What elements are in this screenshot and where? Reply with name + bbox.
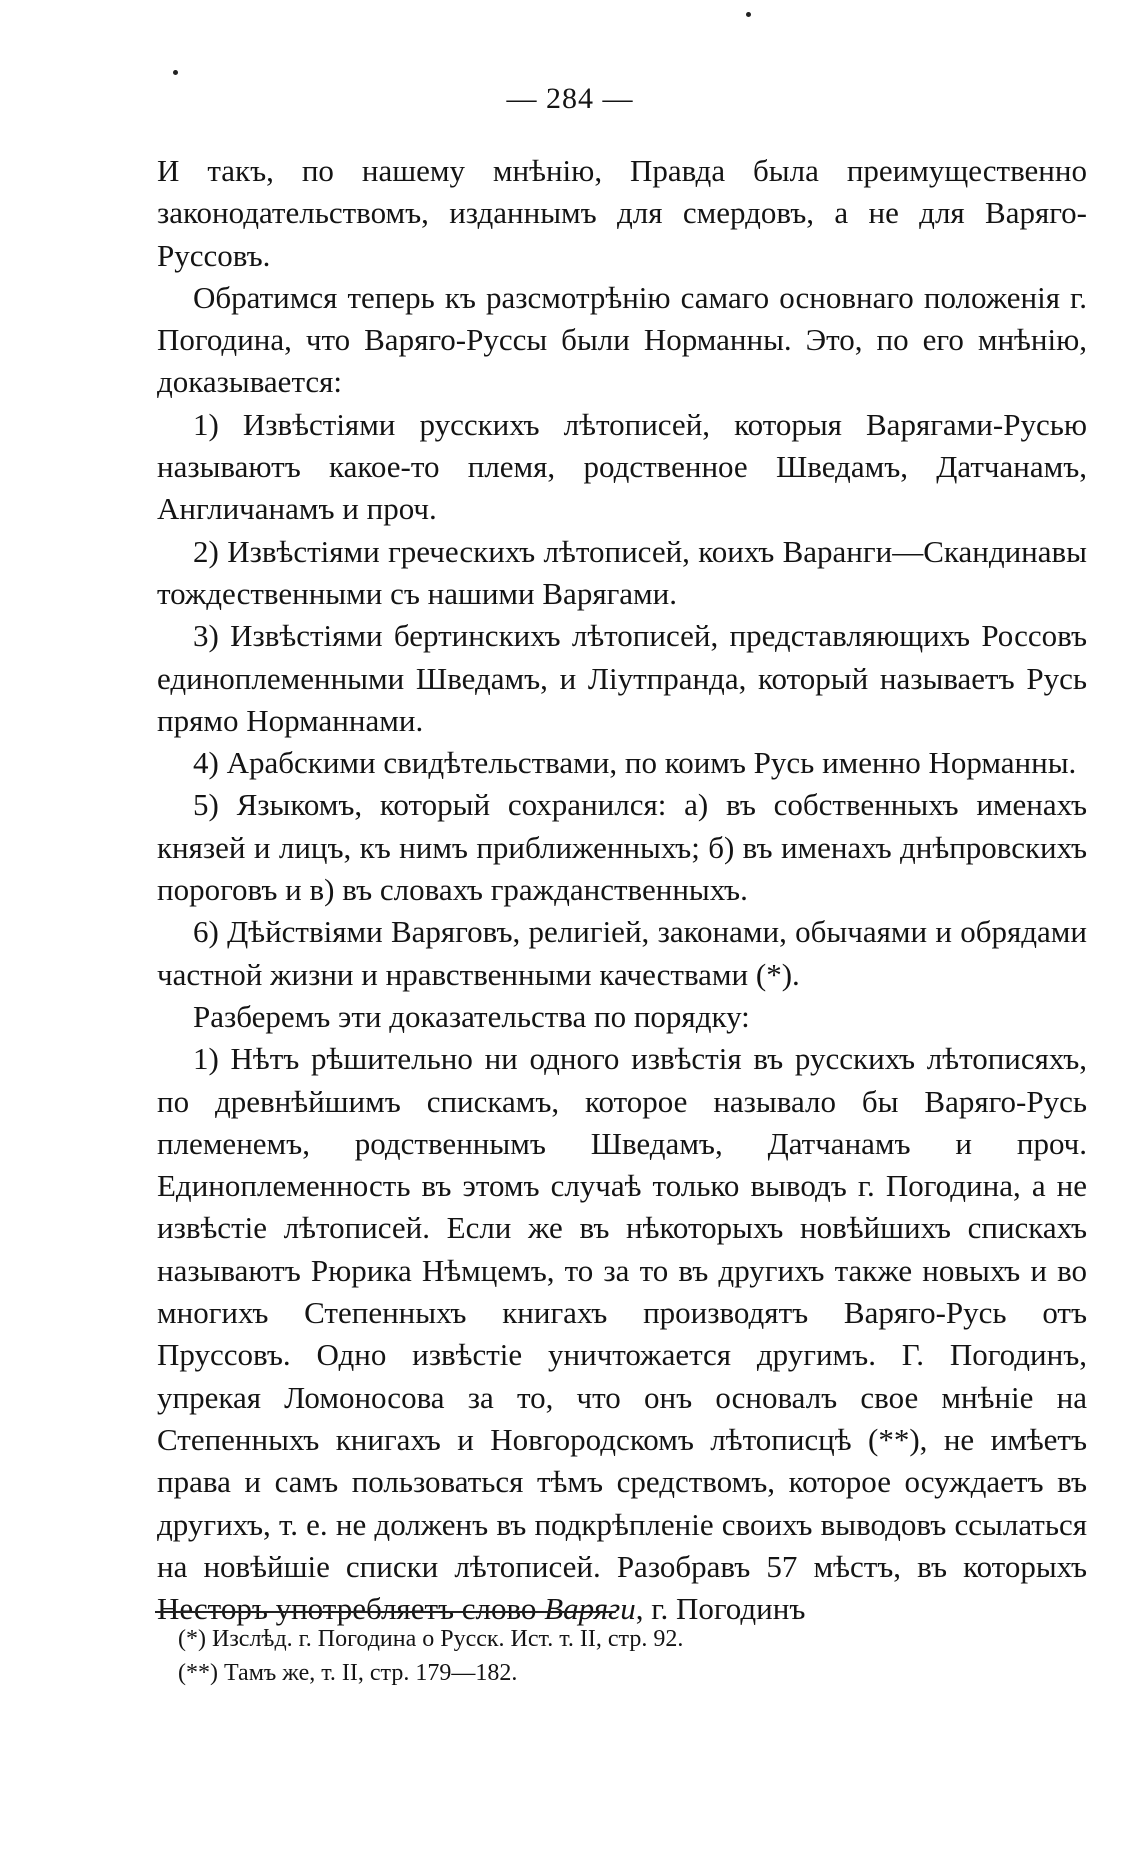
footnote: (*) Изслѣд. г. Погодина о Русск. Ист. т. II, стр. 92. xyxy=(178,1626,684,1652)
list-item: 5) Языкомъ, который сохранился: а) въ собственныхъ именахъ князей и лицъ, къ нимъ приближенныхъ; б) въ именахъ днѣпровскихъ пороговъ и в) въ словахъ гражданственныхъ. xyxy=(157,787,1087,908)
list-item: 3) Извѣстіями бертинскихъ лѣтописей, представляющихъ Россовъ единоплеменными Шведамъ, и Ліутпранда, который называетъ Русь прямо Норманнами. xyxy=(157,618,1087,738)
page-number: — 284 — xyxy=(506,82,634,115)
list-item xyxy=(157,1038,1087,1630)
italic-word: Варяги xyxy=(544,1591,636,1627)
paragraph: И такъ, по нашему мнѣнію, Правда была преимущественно законодательствомъ, изданнымъ для смердовъ, а не для Варяго-Руссовъ. xyxy=(157,153,1087,273)
list-item: 1) Извѣстіями русскихъ лѣтописей, которыя Варягами-Русью называютъ какое-то племя, родственное Шведамъ, Датчанамъ, Англичанамъ и проч. xyxy=(157,406,1087,527)
ink-speck xyxy=(746,12,751,17)
list-item: 2) Извѣстіями греческихъ лѣтописей, коихъ Варанги—Скандинавы тождественными съ нашими Варягами. xyxy=(157,533,1087,611)
text-run: 1) Нѣтъ рѣшительно ни одного извѣстія въ русскихъ лѣтописяхъ, по древнѣйшимъ спискамъ, которое называло бы Варяго-Русь племенемъ, родственнымъ Шведамъ, Датчанамъ и проч. Единоплеменность въ этомъ случаѣ только выводъ г. Погодина, а не извѣстіе лѣтописей. Если же въ нѣкоторыхъ новѣйшихъ спискахъ называютъ Рюрика Нѣмцемъ, то за то въ другихъ также новыхъ и во многихъ Степенныхъ книгахъ производятъ Варяго-Русь отъ Пруссовъ. Одно извѣстіе уничтожается другимъ. Г. Погодинъ, упрекая Ломоносова за то, что онъ основалъ свое мнѣніе на Степенныхъ книгахъ и Новгородскомъ лѣтописцѣ (**), не имѣетъ права и самъ пользоваться тѣмъ средствомъ, которое осуждаетъ въ другихъ, т. е. не долженъ въ подкрѣпленіе своихъ выводовъ ссылаться на новѣйшіе списки лѣтописей. Разобравъ 57 мѣстъ, въ которыхъ Несторъ употребляетъ слово xyxy=(157,1041,1087,1627)
paragraph: Обратимся теперь къ разсмотрѣнію самаго основнаго положенія г. Погодина, что Варяго-Руссы были Норманны. Это, по его мнѣнію, доказывается: xyxy=(157,279,1087,400)
ink-speck xyxy=(173,70,178,75)
list-item: 4) Арабскими свидѣтельствами, по коимъ Русь именно Норманны. xyxy=(193,745,1077,781)
footnote-divider xyxy=(155,1611,616,1613)
footnote: (**) Тамъ же, т. II, стр. 179—182. xyxy=(178,1660,518,1686)
text-run: , г. Погодинъ xyxy=(635,1591,806,1627)
body-text xyxy=(157,150,1087,1630)
footnotes xyxy=(178,1622,998,1690)
list-item: 6) Дѣйствіями Варяговъ, религіей, законами, обычаями и обрядами частной жизни и нравственными качествами (*). xyxy=(157,914,1087,992)
paragraph: Разберемъ эти доказательства по порядку: xyxy=(193,998,750,1034)
